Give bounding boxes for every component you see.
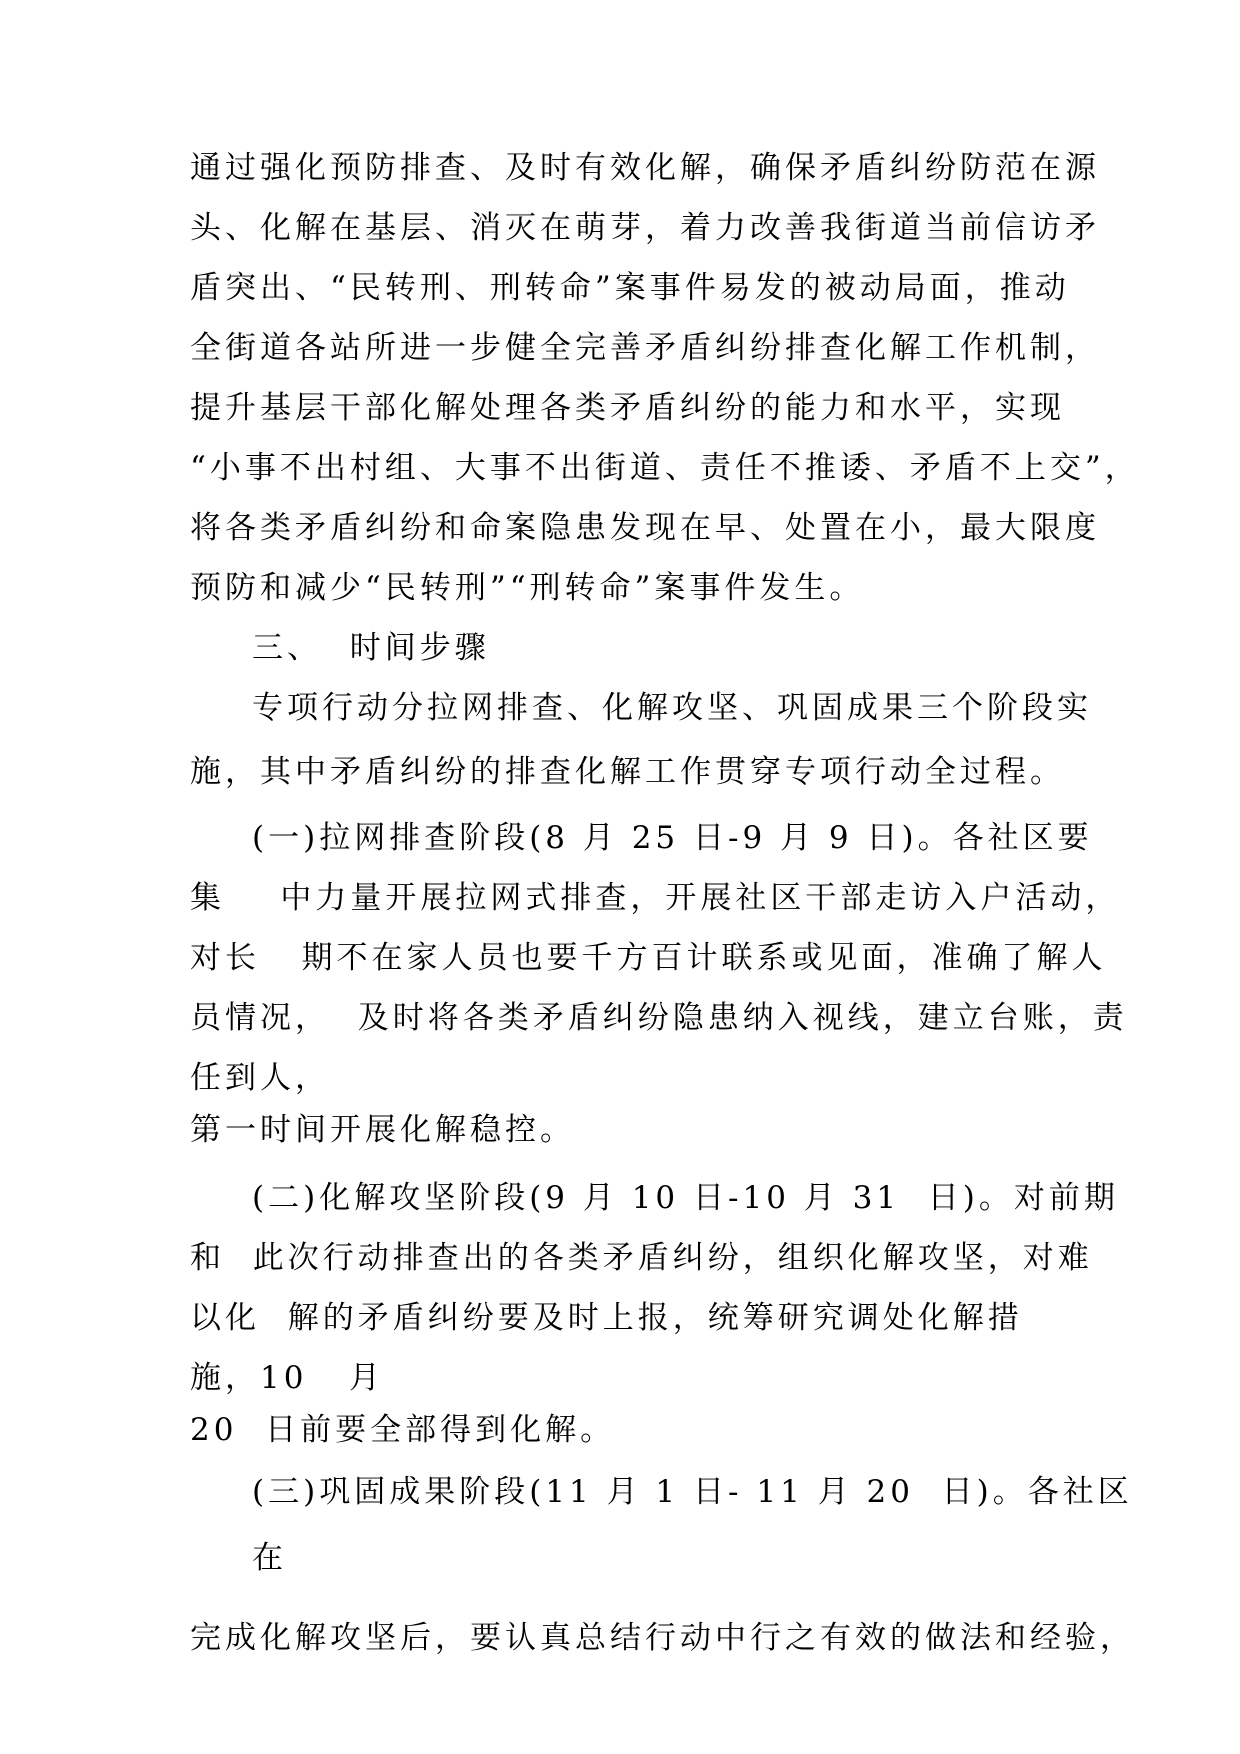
text-line: 和 此次行动排查出的各类矛盾纠纷，组织化解攻坚，对难 [190,1240,1093,1276]
text-line: 以化 解的矛盾纠纷要及时上报，统筹研究调处化解措 [190,1300,1023,1336]
text-line: 完成化解攻坚后，要认真总结行动中行之有效的做法和经验， [190,1620,1135,1656]
text-line: (三)巩固成果阶段(11 月 1 日- 11 月 20 日)。各社区 [252,1474,1133,1510]
text-line: 提升基层干部化解处理各类矛盾纠纷的能力和水平，实现 [190,390,1065,426]
text-line: 专项行动分拉网排查、化解攻坚、巩固成果三个阶段实 [252,690,1092,726]
text-line: 20 日前要全部得到化解。 [190,1412,616,1448]
text-line: 头、化解在基层、消灭在萌芽，着力改善我街道当前信访矛 [190,210,1100,246]
text-line: 施，10 月 [190,1360,385,1396]
text-line: “小事不出村组、大事不出街道、责任不推诿、矛盾不上交”， [190,450,1140,486]
text-line: 对长 期不在家人员也要千方百计联系或见面，准确了解人 [190,940,1107,976]
text-line: (二)化解攻坚阶段(9 月 10 日-10 月 31 日)。对前期 [252,1180,1119,1216]
text-line: 第一时间开展化解稳控。 [190,1112,575,1148]
section-heading: 三、 时间步骤 [252,630,490,666]
text-line: 施，其中矛盾纠纷的排查化解工作贯穿专项行动全过程。 [190,754,1065,790]
text-line: 集 中力量开展拉网式排查，开展社区干部走访入户活动， [190,880,1121,916]
text-line: 将各类矛盾纠纷和命案隐患发现在早、处置在小，最大限度 [190,510,1100,546]
text-line: 全街道各站所进一步健全完善矛盾纠纷排查化解工作机制， [190,330,1100,366]
text-line: 在 [252,1540,287,1576]
text-line: 任到人， [190,1060,330,1096]
text-line: (一)拉网排查阶段(8 月 25 日-9 月 9 日)。各社区要 [252,820,1093,856]
text-line: 员情况， 及时将各类矛盾纠纷隐患纳入视线，建立台账，责 [190,1000,1128,1036]
text-line: 预防和减少“民转刑”“刑转命”案事件发生。 [190,570,865,606]
text-line: 盾突出、“民转刑、刑转命”案事件易发的被动局面，推动 [190,270,1070,306]
text-line: 通过强化预防排查、及时有效化解，确保矛盾纠纷防范在源 [190,150,1100,186]
